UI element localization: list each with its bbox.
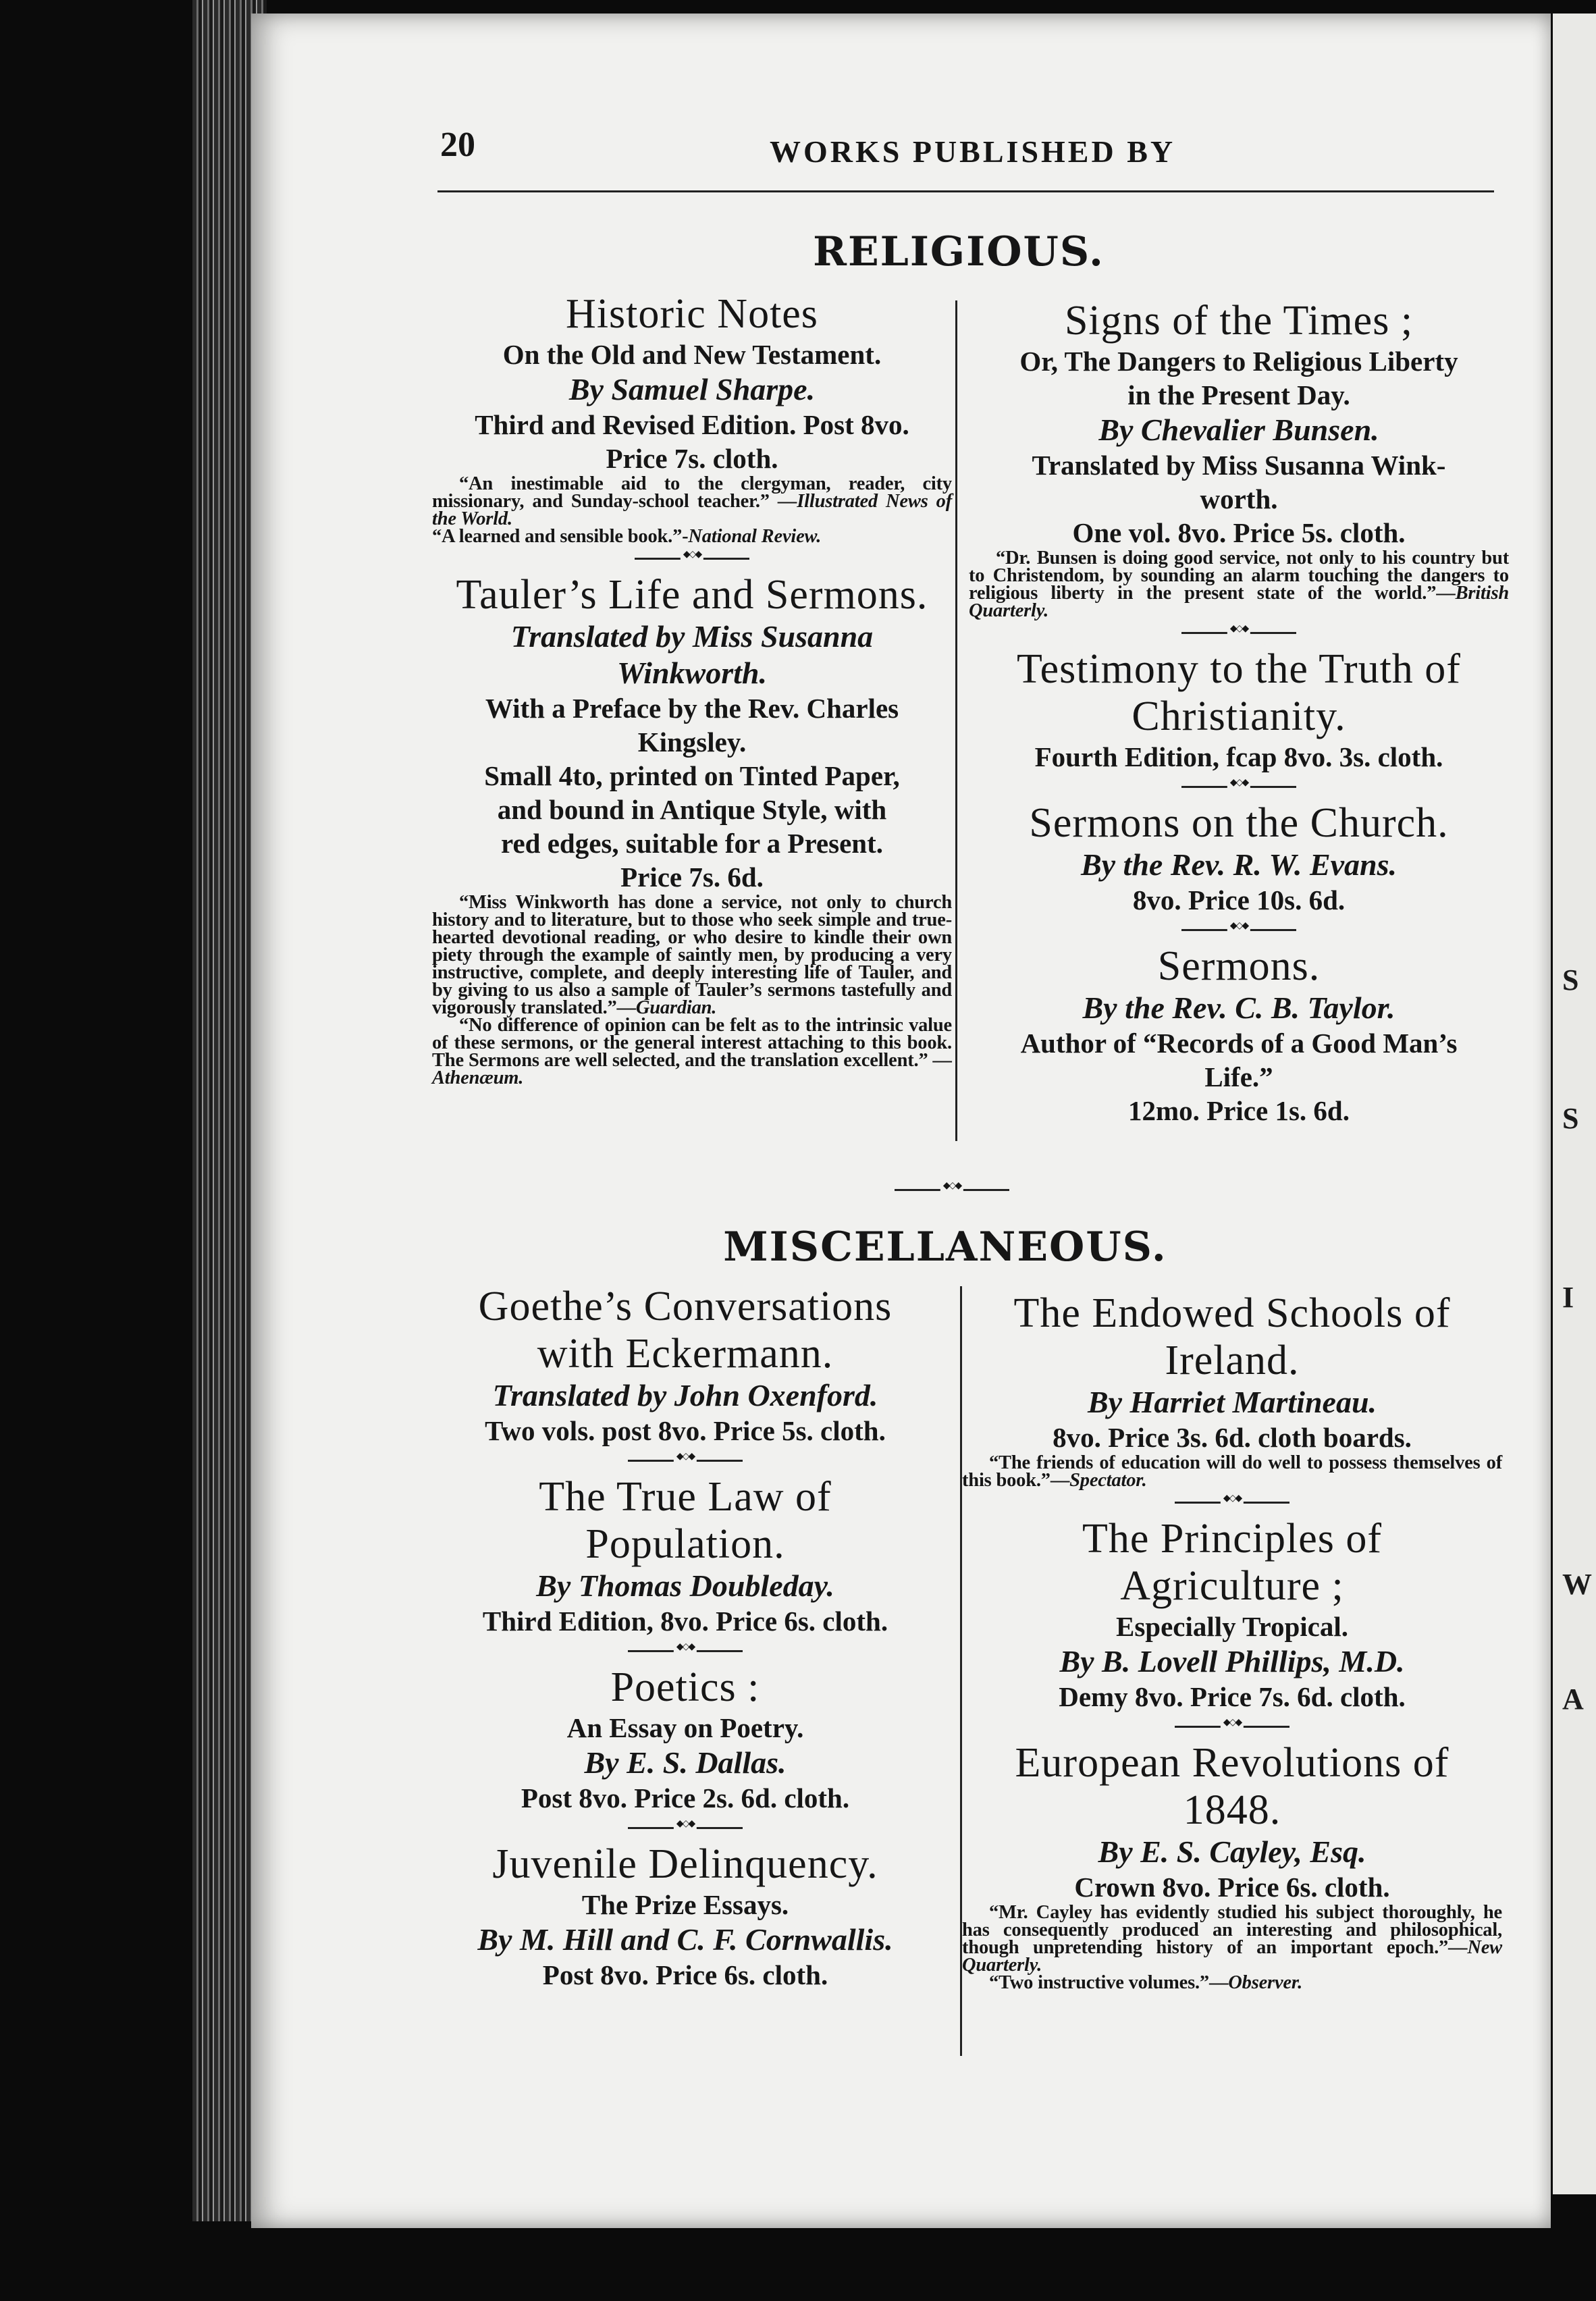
- ornament-divider: [628, 1647, 743, 1654]
- book-price: One vol. 8vo. Price 5s. cloth.: [1072, 517, 1406, 548]
- review-quote: “Dr. Bunsen is doing good service, not only to his country but to Christendom, by sounding an alarm touching the dangers to religious liberty in the present state of the world.”—British Quarterly.: [969, 548, 1509, 621]
- book-translator: worth.: [1200, 483, 1278, 514]
- miscellaneous-right-column: [962, 1290, 1502, 1992]
- review-quote: “An inestimable aid to the clergyman, reader, city missionary, and Sunday-school teacher.” —Illustrated News of the World.: [432, 473, 952, 529]
- religious-right-column: [969, 297, 1509, 1128]
- ornament-divider: [628, 1457, 743, 1464]
- book-price: Post 8vo. Price 6s. cloth.: [542, 1959, 828, 1990]
- book-title: Testimony to the Truth of: [1017, 646, 1461, 692]
- book-translator: Winkworth.: [616, 656, 767, 690]
- book-title: Sermons on the Church.: [1029, 800, 1449, 846]
- book-format: Small 4to, printed on Tinted Paper,: [484, 760, 900, 791]
- edge-fragment: S: [1562, 1102, 1579, 1135]
- book-title: Juvenile Delinquency.: [492, 1841, 878, 1887]
- book-author: By Harriet Martineau.: [1087, 1385, 1377, 1419]
- book-title: Tauler’s Life and Sermons.: [456, 572, 928, 618]
- book-preface: With a Preface by the Rev. Charles: [485, 693, 899, 724]
- book-title: The True Law of: [539, 1474, 832, 1520]
- review-quote: “No difference of opinion can be felt as to the intrinsic value of these sermons, or the general interest attaching to this book. The Sermons are well selected, and the translation excellent.” —Athenæum.: [432, 1015, 952, 1088]
- edge-fragment: A: [1562, 1683, 1584, 1716]
- review-quote: “A learned and sensible book.”-National Review.: [432, 526, 822, 547]
- book-price: Demy 8vo. Price 7s. 6d. cloth.: [1059, 1681, 1406, 1712]
- book-author: By Chevalier Bunsen.: [1098, 413, 1379, 447]
- book-author: By B. Lovell Phillips, M.D.: [1059, 1644, 1405, 1678]
- book-title: Christianity.: [1132, 693, 1346, 739]
- book-format: red edges, suitable for a Present.: [501, 828, 883, 859]
- miscellaneous-left-column: [419, 1283, 952, 1992]
- book-title: Signs of the Times ;: [1064, 298, 1414, 344]
- ornament-divider: [628, 1824, 743, 1831]
- book-price: Price 7s. 6d.: [620, 862, 764, 893]
- entry-european-revolutions: [962, 1739, 1502, 1992]
- ornament-divider: [1181, 783, 1296, 790]
- entry-sermons: [969, 943, 1509, 1128]
- book-price: Post 8vo. Price 2s. 6d. cloth.: [521, 1782, 850, 1814]
- book-format: and bound in Antique Style, with: [497, 794, 887, 825]
- ornament-divider: [1175, 1499, 1289, 1506]
- book-title: The Principles of: [1082, 1516, 1382, 1562]
- book-title: Sermons.: [1157, 943, 1321, 989]
- book-title: 1848.: [1183, 1787, 1281, 1833]
- book-subtitle: The Prize Essays.: [581, 1889, 789, 1920]
- book-price: Third Edition, 8vo. Price 6s. cloth.: [482, 1606, 888, 1637]
- book-title: Ireland.: [1165, 1338, 1300, 1383]
- book-author: By Thomas Doubleday.: [536, 1568, 834, 1603]
- book-edition: Fourth Edition, fcap 8vo. 3s. cloth.: [1034, 741, 1443, 772]
- book-translator: Translated by John Oxenford.: [492, 1378, 878, 1412]
- book-title: with Eckermann.: [537, 1331, 834, 1377]
- review-quote: “The friends of education will do well to possess themselves of this book.”—Spectator.: [962, 1452, 1502, 1491]
- entry-true-law-of-population: [419, 1473, 952, 1654]
- book-title: Poetics :: [610, 1664, 760, 1710]
- header-rule: [437, 190, 1494, 192]
- book-author: By E. S. Dallas.: [584, 1745, 787, 1780]
- entry-tauler: [432, 571, 952, 1087]
- entry-principles-of-agriculture: [962, 1515, 1502, 1730]
- book-title: Goethe’s Conversations: [478, 1284, 893, 1329]
- entry-endowed-schools: [962, 1290, 1502, 1506]
- entry-testimony: [969, 645, 1509, 790]
- section-ornament: [895, 1186, 1009, 1193]
- book-author: By M. Hill and C. F. Cornwallis.: [477, 1922, 893, 1957]
- entry-sermons-on-the-church: [969, 799, 1509, 933]
- entry-historic-notes: [432, 290, 952, 562]
- book-author: By Samuel Sharpe.: [568, 372, 816, 406]
- review-quote: “Two instructive volumes.”—Observer.: [989, 1972, 1303, 1993]
- ornament-divider: [1181, 629, 1296, 636]
- review-quote: “Mr. Cayley has evidently studied his subject thoroughly, he has consequently produced an interesting and philosophical, though unpretending history of an important epoch.”—New Quarterly.: [962, 1902, 1502, 1976]
- book-author: By the Rev. C. B. Taylor.: [1082, 990, 1395, 1025]
- book-title: Population.: [585, 1521, 785, 1567]
- book-price: Price 7s. cloth.: [606, 443, 778, 474]
- book-subtitle: On the Old and New Testament.: [502, 339, 882, 370]
- book-price: Crown 8vo. Price 6s. cloth.: [1074, 1872, 1390, 1903]
- column-divider: [955, 300, 957, 1141]
- book-edition: Third and Revised Edition. Post 8vo.: [475, 409, 909, 440]
- book-subtitle: Or, The Dangers to Religious Liberty: [1019, 346, 1458, 377]
- book-subtitle: in the Present Day.: [1127, 379, 1350, 411]
- book-translator: Translated by Miss Susanna Wink-: [1032, 450, 1446, 481]
- book-price: 12mo. Price 1s. 6d.: [1128, 1095, 1350, 1126]
- book-title: European Revolutions of: [1015, 1740, 1449, 1786]
- book-title: The Endowed Schools of: [1013, 1290, 1451, 1336]
- book-price: 8vo. Price 10s. 6d.: [1132, 884, 1346, 916]
- book-title: Historic Notes: [566, 291, 818, 337]
- section-heading-miscellaneous: MISCELLANEOUS.: [723, 1223, 1167, 1271]
- edge-fragment: I: [1562, 1281, 1574, 1314]
- edge-fragment: S: [1562, 963, 1579, 997]
- entry-poetics: [419, 1664, 952, 1831]
- book-title: Agriculture ;: [1120, 1563, 1344, 1609]
- book-subtitle: Especially Tropical.: [1116, 1611, 1348, 1642]
- book-author: By E. S. Cayley, Esq.: [1098, 1834, 1366, 1869]
- section-heading-religious: RELIGIOUS.: [813, 228, 1105, 275]
- edge-fragment: W: [1562, 1568, 1592, 1601]
- ornament-divider: [1181, 926, 1296, 933]
- book-subtitle: An Essay on Poetry.: [566, 1712, 804, 1743]
- religious-left-column: [432, 290, 952, 1087]
- ornament-divider: [1175, 1723, 1289, 1730]
- book-price: 8vo. Price 3s. 6d. cloth boards.: [1053, 1422, 1412, 1453]
- ornament-divider: [635, 555, 749, 562]
- review-quote: “Miss Winkworth has done a service, not only to church history and to literature, but to those who seek simple and true-hearted devotional reading, or who desire to kindle their own piety through the example of saintly men, by producing a very instructive, complete, and deeply interesting life of Tauler, and by giving to us also a sample of Tauler’s sermons tastefully and vigorously translated.”—Guardian.: [432, 892, 952, 1018]
- book-description: Life.”: [1204, 1061, 1273, 1092]
- book-description: Author of “Records of a Good Man’s: [1020, 1028, 1458, 1059]
- book-price: Two vols. post 8vo. Price 5s. cloth.: [485, 1415, 886, 1446]
- entry-signs-of-the-times: [969, 297, 1509, 636]
- adjacent-page-strip: [1553, 14, 1596, 2194]
- book-preface: Kingsley.: [637, 726, 747, 758]
- book-author: By the Rev. R. W. Evans.: [1080, 847, 1398, 882]
- running-head: WORKS PUBLISHED BY: [770, 134, 1176, 169]
- entry-goethe: [419, 1283, 952, 1464]
- entry-juvenile-delinquency: [419, 1841, 952, 1992]
- page-number: 20: [440, 126, 475, 164]
- book-translator: Translated by Miss Susanna: [510, 619, 874, 654]
